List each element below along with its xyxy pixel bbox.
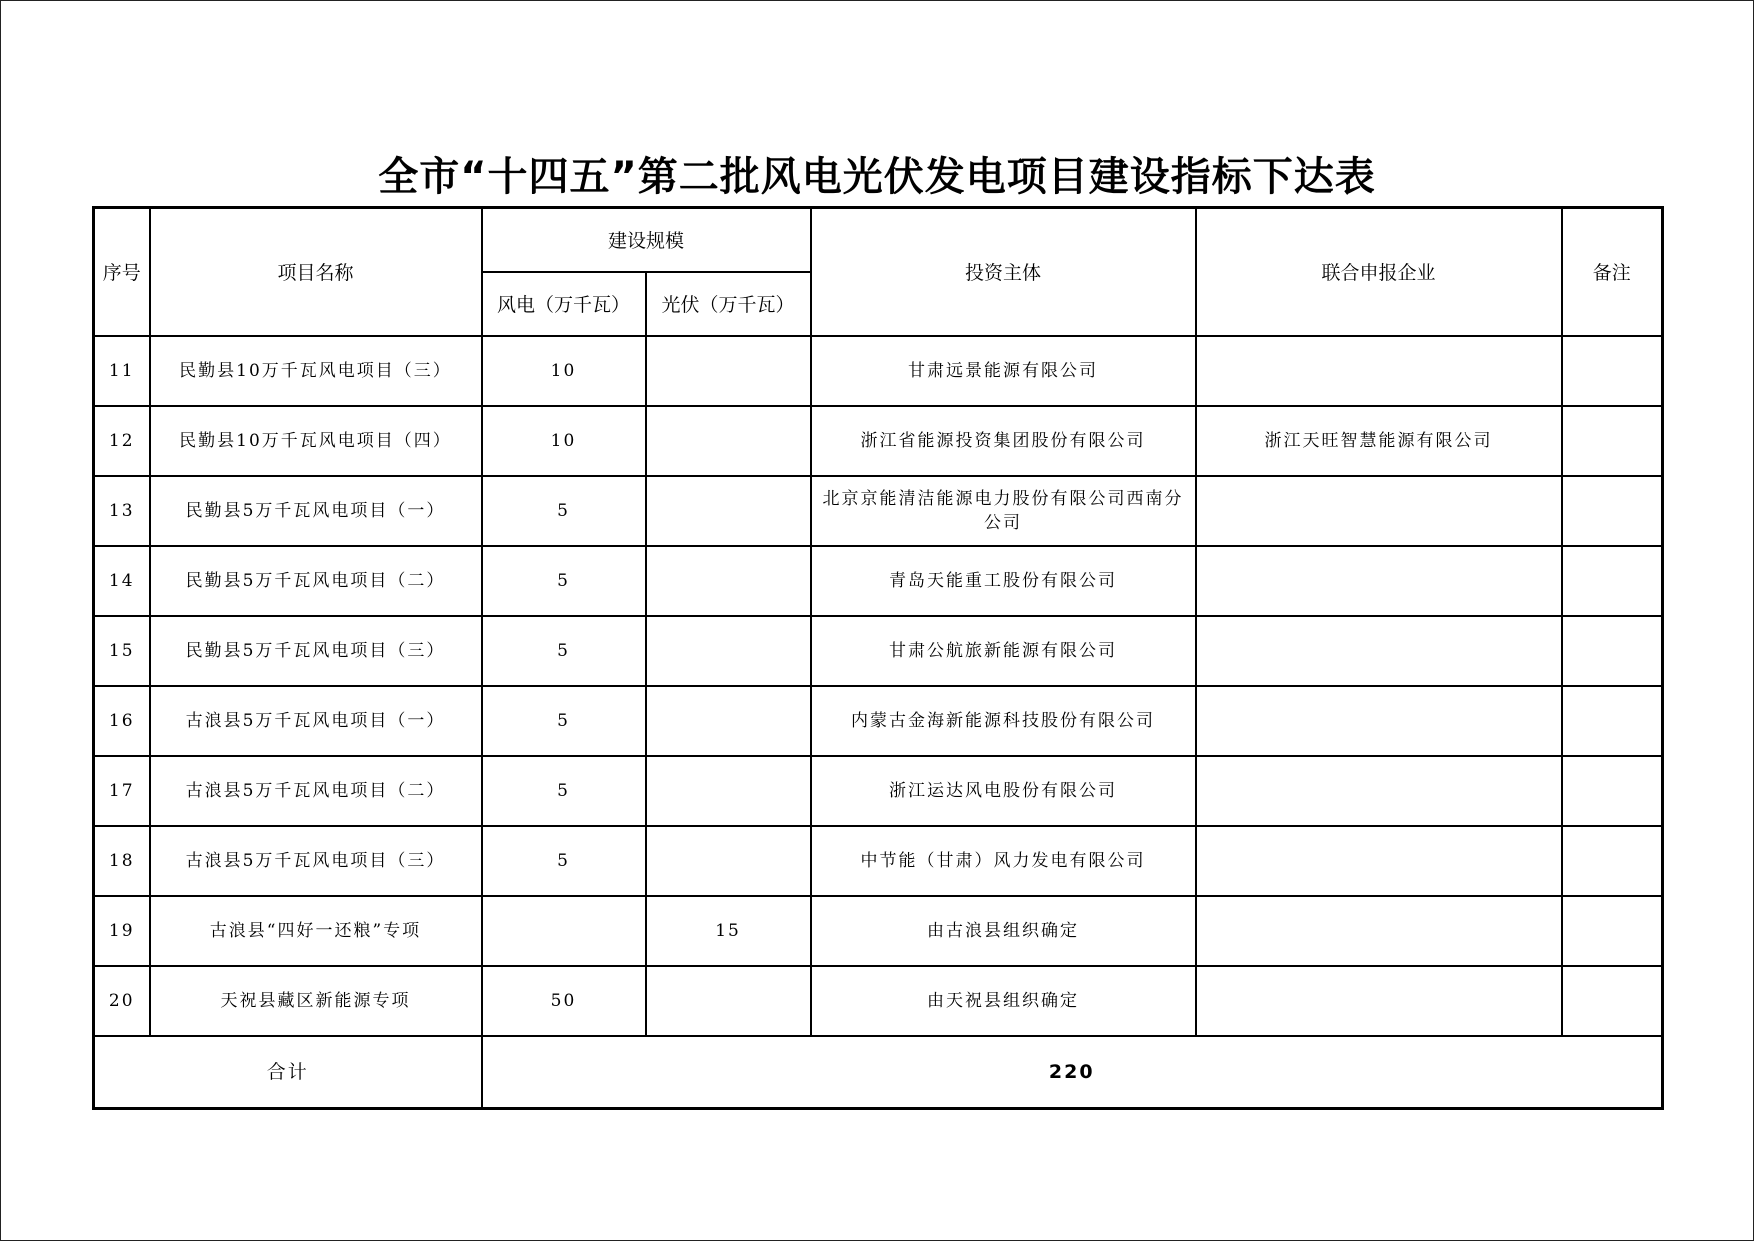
cell-joint-applicant: 浙江天旺智慧能源有限公司 (1196, 406, 1562, 476)
cell-remark (1562, 966, 1663, 1036)
cell-remark (1562, 546, 1663, 616)
header-wind: 风电（万千瓦） (482, 272, 646, 336)
cell-solar (646, 616, 811, 686)
cell-remark (1562, 686, 1663, 756)
cell-solar (646, 406, 811, 476)
cell-remark (1562, 756, 1663, 826)
cell-joint-applicant (1196, 756, 1562, 826)
cell-solar (646, 756, 811, 826)
cell-joint-applicant (1196, 616, 1562, 686)
cell-project-name: 古浪县5万千瓦风电项目（二） (150, 756, 482, 826)
cell-investor: 北京京能清洁能源电力股份有限公司西南分公司 (811, 476, 1196, 546)
project-table (92, 206, 1664, 1110)
cell-investor: 由天祝县组织确定 (811, 966, 1196, 1036)
cell-wind: 5 (482, 826, 646, 896)
cell-wind: 5 (482, 546, 646, 616)
cell-index: 20 (94, 966, 150, 1036)
cell-index: 13 (94, 476, 150, 546)
cell-investor: 内蒙古金海新能源科技股份有限公司 (811, 686, 1196, 756)
cell-index: 14 (94, 546, 150, 616)
cell-index: 19 (94, 896, 150, 966)
total-row (94, 1036, 1663, 1109)
cell-project-name: 天祝县藏区新能源专项 (150, 966, 482, 1036)
cell-remark (1562, 336, 1663, 406)
cell-investor: 由古浪县组织确定 (811, 896, 1196, 966)
cell-solar (646, 686, 811, 756)
table-row (94, 966, 1663, 1036)
cell-investor: 甘肃公航旅新能源有限公司 (811, 616, 1196, 686)
cell-index: 16 (94, 686, 150, 756)
cell-index: 17 (94, 756, 150, 826)
cell-index: 18 (94, 826, 150, 896)
cell-wind: 10 (482, 336, 646, 406)
cell-joint-applicant (1196, 546, 1562, 616)
cell-project-name: 民勤县10万千瓦风电项目（四） (150, 406, 482, 476)
cell-solar (646, 826, 811, 896)
cell-joint-applicant (1196, 896, 1562, 966)
cell-wind: 50 (482, 966, 646, 1036)
cell-index: 15 (94, 616, 150, 686)
cell-investor: 浙江运达风电股份有限公司 (811, 756, 1196, 826)
cell-solar (646, 476, 811, 546)
table-row (94, 476, 1663, 546)
cell-wind: 5 (482, 476, 646, 546)
cell-wind: 5 (482, 686, 646, 756)
header-construction-scale: 建设规模 (482, 208, 811, 272)
total-label: 合计 (94, 1036, 482, 1109)
table-row (94, 546, 1663, 616)
cell-project-name: 民勤县5万千瓦风电项目（一） (150, 476, 482, 546)
table-row (94, 686, 1663, 756)
cell-remark (1562, 476, 1663, 546)
cell-solar (646, 546, 811, 616)
cell-investor: 中节能（甘肃）风力发电有限公司 (811, 826, 1196, 896)
cell-solar (646, 966, 811, 1036)
cell-index: 11 (94, 336, 150, 406)
cell-project-name: 民勤县10万千瓦风电项目（三） (150, 336, 482, 406)
header-solar: 光伏（万千瓦） (646, 272, 811, 336)
cell-remark (1562, 616, 1663, 686)
cell-joint-applicant (1196, 966, 1562, 1036)
cell-investor: 甘肃远景能源有限公司 (811, 336, 1196, 406)
header-remark: 备注 (1562, 208, 1663, 336)
header-index: 序号 (94, 208, 150, 336)
cell-wind: 5 (482, 616, 646, 686)
header-investor: 投资主体 (811, 208, 1196, 336)
cell-joint-applicant (1196, 686, 1562, 756)
table-row (94, 896, 1663, 966)
cell-wind: 5 (482, 756, 646, 826)
cell-solar (646, 336, 811, 406)
cell-joint-applicant (1196, 476, 1562, 546)
cell-remark (1562, 826, 1663, 896)
cell-investor: 青岛天能重工股份有限公司 (811, 546, 1196, 616)
cell-wind: 10 (482, 406, 646, 476)
table-row (94, 756, 1663, 826)
cell-solar: 15 (646, 896, 811, 966)
cell-joint-applicant (1196, 826, 1562, 896)
cell-project-name: 古浪县“四好一还粮”专项 (150, 896, 482, 966)
table-row (94, 336, 1663, 406)
table-row (94, 406, 1663, 476)
cell-project-name: 民勤县5万千瓦风电项目（二） (150, 546, 482, 616)
table-row (94, 616, 1663, 686)
cell-remark (1562, 896, 1663, 966)
table-body (94, 336, 1663, 1109)
cell-index: 12 (94, 406, 150, 476)
cell-joint-applicant (1196, 336, 1562, 406)
header-project-name: 项目名称 (150, 208, 482, 336)
page-title: 全市“十四五”第二批风电光伏发电项目建设指标下达表 (378, 154, 1376, 200)
header-joint-applicant: 联合申报企业 (1196, 208, 1562, 336)
total-value: 220 (482, 1036, 1663, 1109)
cell-project-name: 古浪县5万千瓦风电项目（三） (150, 826, 482, 896)
cell-investor: 浙江省能源投资集团股份有限公司 (811, 406, 1196, 476)
cell-project-name: 民勤县5万千瓦风电项目（三） (150, 616, 482, 686)
cell-project-name: 古浪县5万千瓦风电项目（一） (150, 686, 482, 756)
table-row (94, 826, 1663, 896)
cell-wind (482, 896, 646, 966)
cell-remark (1562, 406, 1663, 476)
